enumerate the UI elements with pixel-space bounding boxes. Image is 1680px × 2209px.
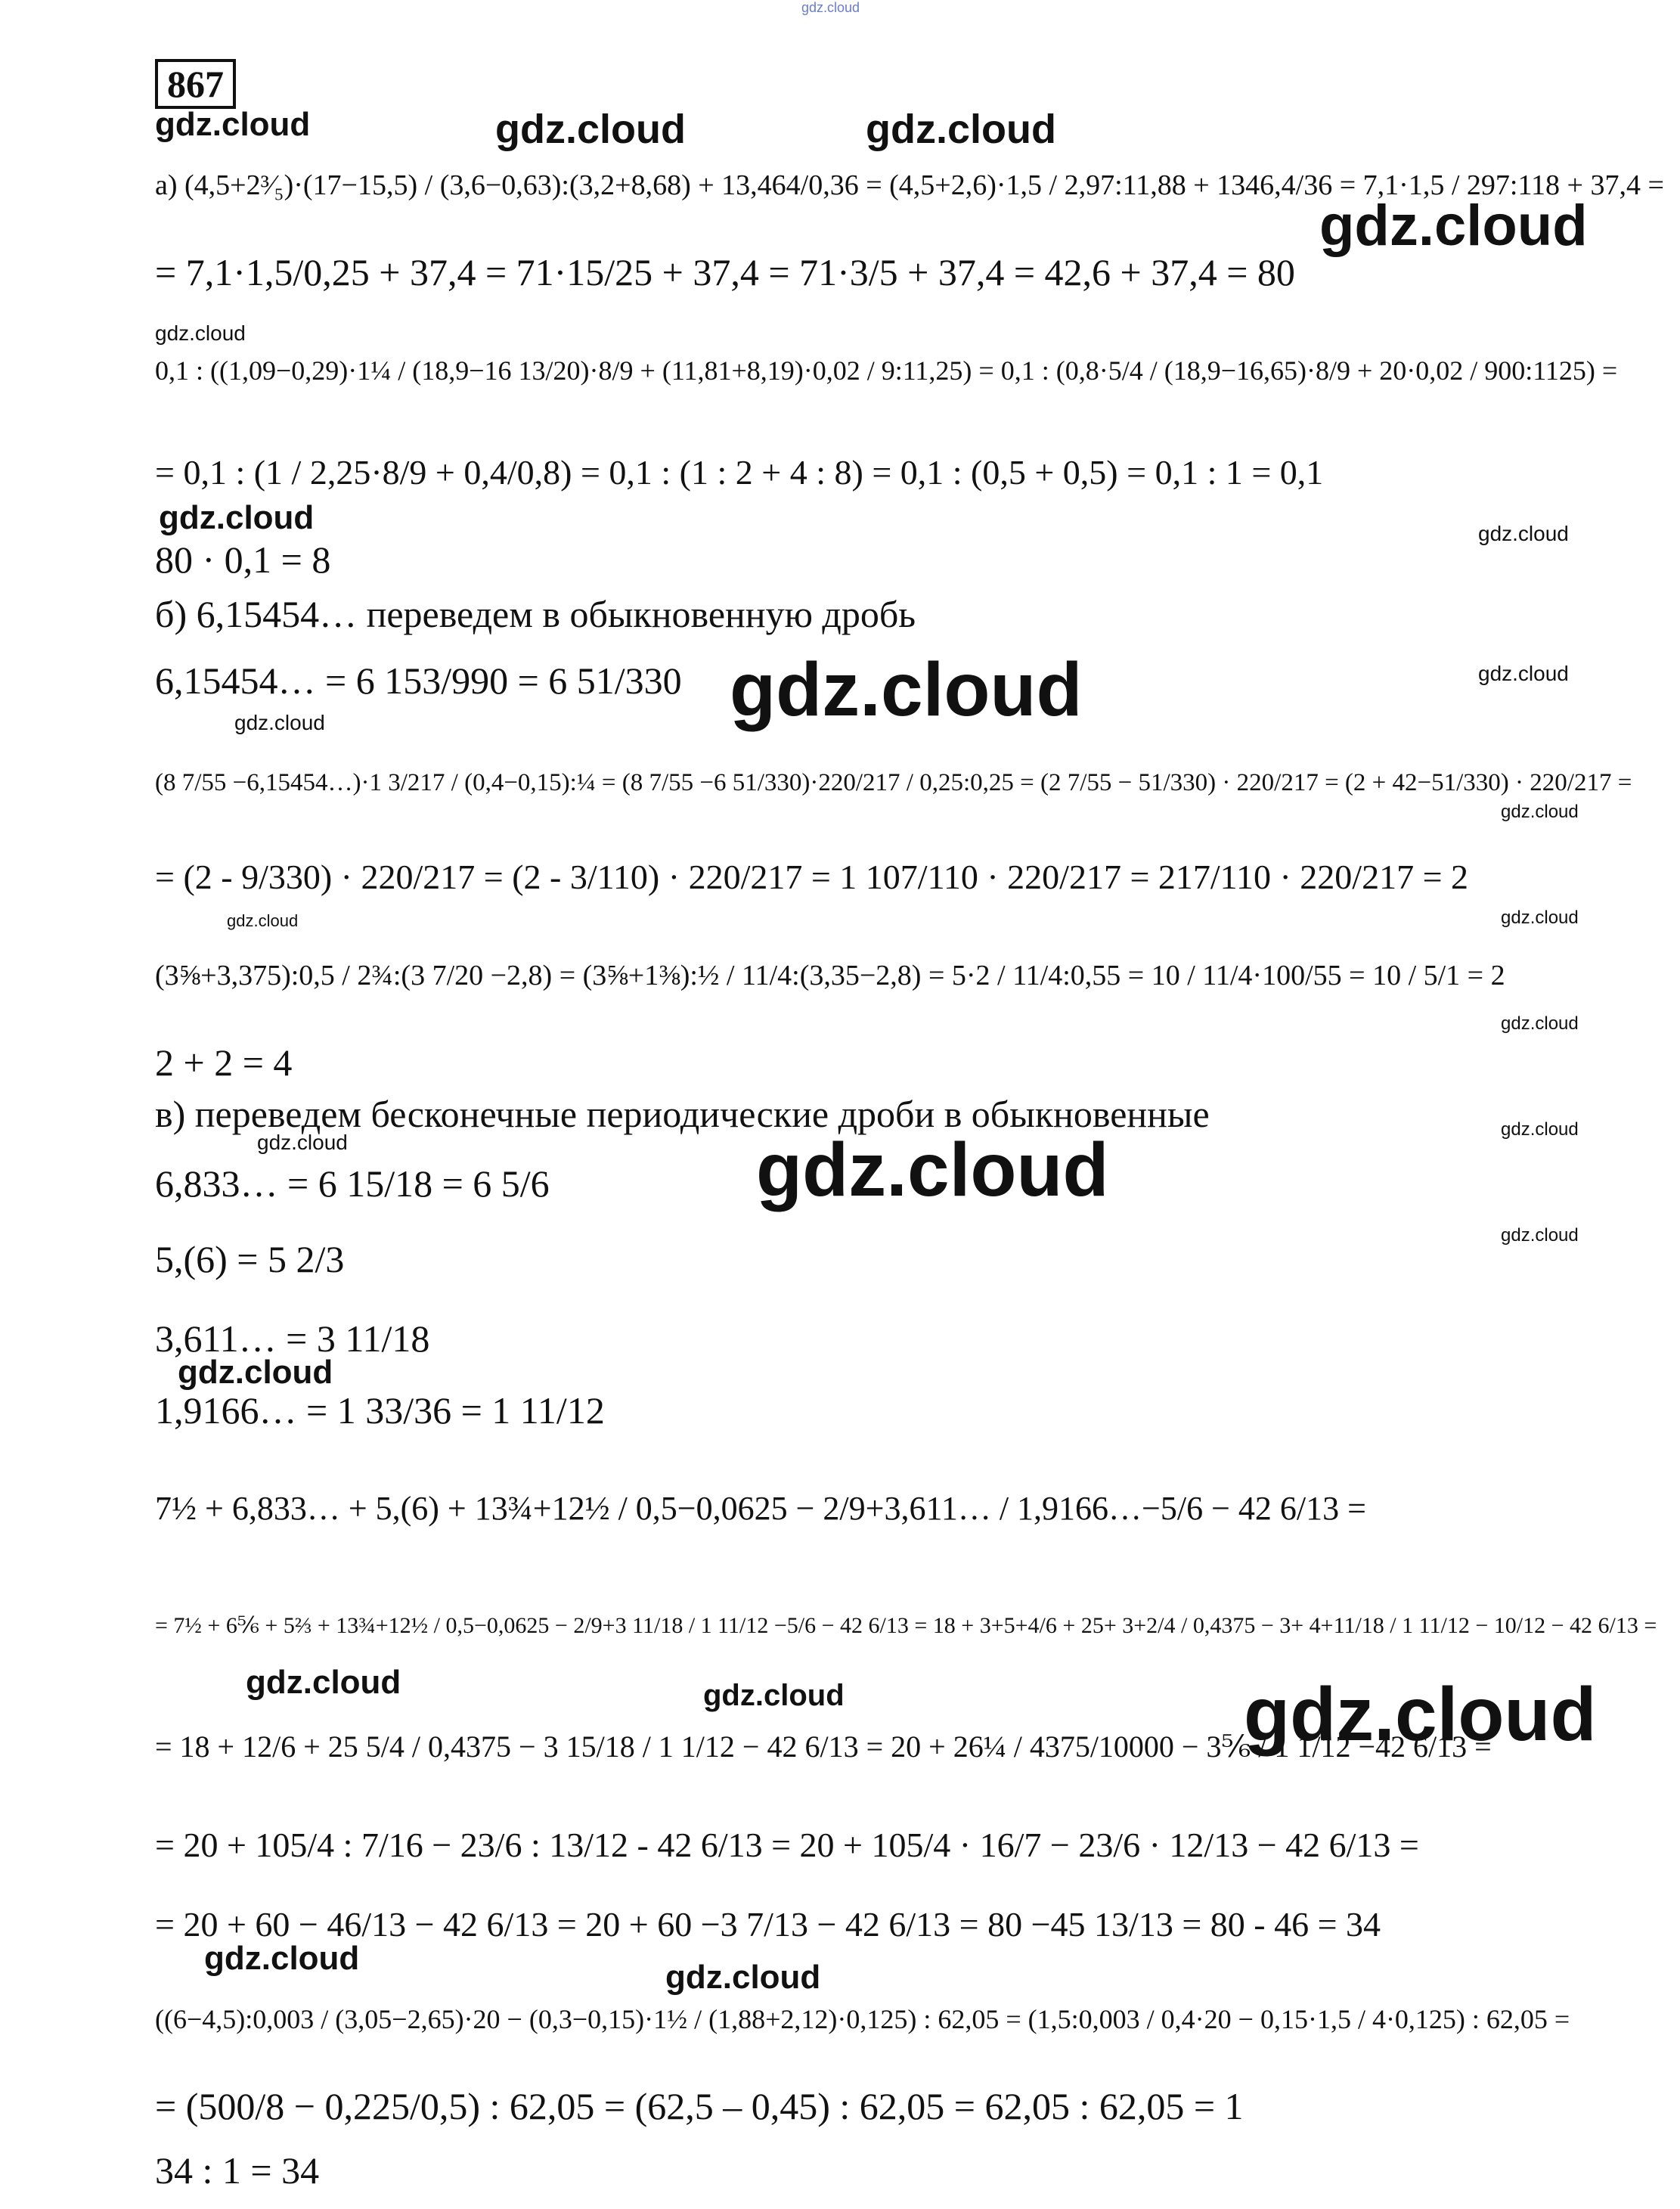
solution-line-b-3: (8 7/55 −6,15454…)·1 3/217 / (0,4−0,15):¼ = (8 7/55 −6 51/330)·220/217 / 0,25:0,25 = (2 7/55 − 51/330) · 220/217 = (2 + 42−51/330) · 220/217 =	[155, 769, 1632, 796]
watermark: gdz.cloud	[1478, 662, 1569, 685]
watermark: gdz.cloud	[155, 321, 246, 345]
solution-line-a-4: = 0,1 : (1 / 2,25·8/9 + 0,4/0,8) = 0,1 : (1 : 2 + 4 : 8) = 0,1 : (0,5 + 0,5) = 0,1 : 1 = 0,1	[155, 453, 1324, 492]
watermark: gdz.cloud	[227, 911, 299, 930]
watermark: gdz.cloud	[1501, 1119, 1579, 1140]
solution-line-b-5: (3⅝+3,375):0,5 / 2¾:(3 7/20 −2,8) = (3⅝+1⅜):½ / 11/4:(3,35−2,8) = 5·2 / 11/4:0,55 = 10 / 11/4·100/55 = 10 / 5/1 = 2	[155, 960, 1505, 991]
solution-line-b-6: 2 + 2 = 4	[155, 1041, 293, 1084]
watermark: gdz.cloud	[1501, 802, 1579, 822]
watermark: gdz.cloud	[1501, 1225, 1579, 1246]
watermark: gdz.cloud	[730, 647, 1083, 732]
solution-line-c-7: = 7½ + 6⅚ + 5⅔ + 13¾+12½ / 0,5−0,0625 − 2/9+3 11/18 / 1 11/12 −5/6 − 42 6/13 = 18 + 3+5+4/6 + 25+ 3+2/4 / 0,4375 − 3+ 4+11/18 / 1 11/12 − 10/12 − 42 6/13 =	[155, 1613, 1657, 1638]
solution-line-c-10: = 20 + 60 − 46/13 − 42 6/13 = 20 + 60 −3 7/13 − 42 6/13 = 80 −45 13/13 = 80 - 46 = 34	[155, 1905, 1381, 1944]
watermark: gdz.cloud	[204, 1940, 360, 1977]
watermark: gdz.cloud	[1319, 194, 1588, 258]
task-number-badge: 867	[155, 59, 236, 109]
watermark: gdz.cloud	[665, 1959, 821, 1996]
watermark: gdz.cloud	[159, 499, 315, 536]
watermark: gdz.cloud	[703, 1679, 845, 1712]
solution-line-c-13: 34 : 1 = 34	[155, 2149, 320, 2192]
watermark: gdz.cloud	[257, 1131, 348, 1154]
watermark: gdz.cloud	[495, 107, 686, 152]
watermark: gdz.cloud	[1501, 1013, 1579, 1034]
solution-line-c-12: = (500/8 − 0,225/0,5) : 62,05 = (62,5 – 0,45) : 62,05 = 62,05 : 62,05 = 1	[155, 2085, 1244, 2127]
solution-line-c-11: ((6−4,5):0,003 / (3,05−2,65)·20 − (0,3−0,15)·1½ / (1,88+2,12)·0,125) : 62,05 = (1,5:0,003 / 0,4·20 − 0,15·1,5 / 4·0,125) : 62,05 =	[155, 2004, 1570, 2034]
watermark: gdz.cloud	[178, 1354, 333, 1391]
solution-line-a-5: 80 · 0,1 = 8	[155, 538, 331, 581]
watermark: gdz.cloud	[234, 711, 325, 734]
solution-line-c-1: в) переведем бесконечные периодические дроби в обыкновенные	[155, 1093, 1210, 1135]
solution-line-b-2: 6,15454… = 6 153/990 = 6 51/330	[155, 659, 682, 702]
solution-line-b-4: = (2 - 9/330) · 220/217 = (2 - 3/110) · 220/217 = 1 107/110 · 220/217 = 217/110 · 220/217 = 2	[155, 858, 1469, 896]
solution-line-a-2: = 7,1·1,5/0,25 + 37,4 = 71·15/25 + 37,4 = 71·3/5 + 37,4 = 42,6 + 37,4 = 80	[155, 251, 1295, 293]
watermark: gdz.cloud	[866, 107, 1056, 152]
top-watermark: gdz.cloud	[801, 0, 860, 15]
solution-line-c-3: 5,(6) = 5 2/3	[155, 1238, 345, 1280]
watermark: gdz.cloud	[155, 106, 311, 143]
solution-line-c-5: 1,9166… = 1 33/36 = 1 11/12	[155, 1389, 605, 1432]
solution-line-c-6: 7½ + 6,833… + 5,(6) + 13¾+12½ / 0,5−0,0625 − 2/9+3,611… / 1,9166…−5/6 − 42 6/13 =	[155, 1490, 1366, 1527]
watermark: gdz.cloud	[246, 1664, 401, 1701]
watermark: gdz.cloud	[1501, 907, 1579, 928]
solution-line-a-1: а) (4,5+2³⁄₅)·(17−15,5) / (3,6−0,63):(3,2+8,68) + 13,464/0,36 = (4,5+2,6)·1,5 / 2,97:11,88 + 1346,4/36 = 7,1·1,5 / 297:118 + 37,4 =	[155, 169, 1664, 201]
solution-line-c-2: 6,833… = 6 15/18 = 6 5/6	[155, 1162, 550, 1205]
solution-line-a-3: 0,1 : ((1,09−0,29)·1¼ / (18,9−16 13/20)·8/9 + (11,81+8,19)·0,02 / 9:11,25) = 0,1 : (0,8·5/4 / (18,9−16,65)·8/9 + 20·0,02 / 900:1125) =	[155, 355, 1618, 386]
watermark: gdz.cloud	[1244, 1672, 1597, 1757]
watermark: gdz.cloud	[756, 1128, 1109, 1212]
solution-line-b-1: б) 6,15454… переведем в обыкновенную дробь	[155, 593, 916, 635]
solution-line-c-9: = 20 + 105/4 : 7/16 − 23/6 : 13/12 - 42 6/13 = 20 + 105/4 · 16/7 − 23/6 · 12/13 − 42 6/13 =	[155, 1826, 1419, 1864]
solution-line-c-8: = 18 + 12/6 + 25 5/4 / 0,4375 − 3 15/18 / 1 1/12 − 42 6/13 = 20 + 26¼ / 4375/10000 − 3⅚ / 1 1/12 −42 6/13 =	[155, 1730, 1492, 1764]
watermark: gdz.cloud	[1478, 522, 1569, 545]
solution-line-c-4: 3,611… = 3 11/18	[155, 1317, 430, 1360]
